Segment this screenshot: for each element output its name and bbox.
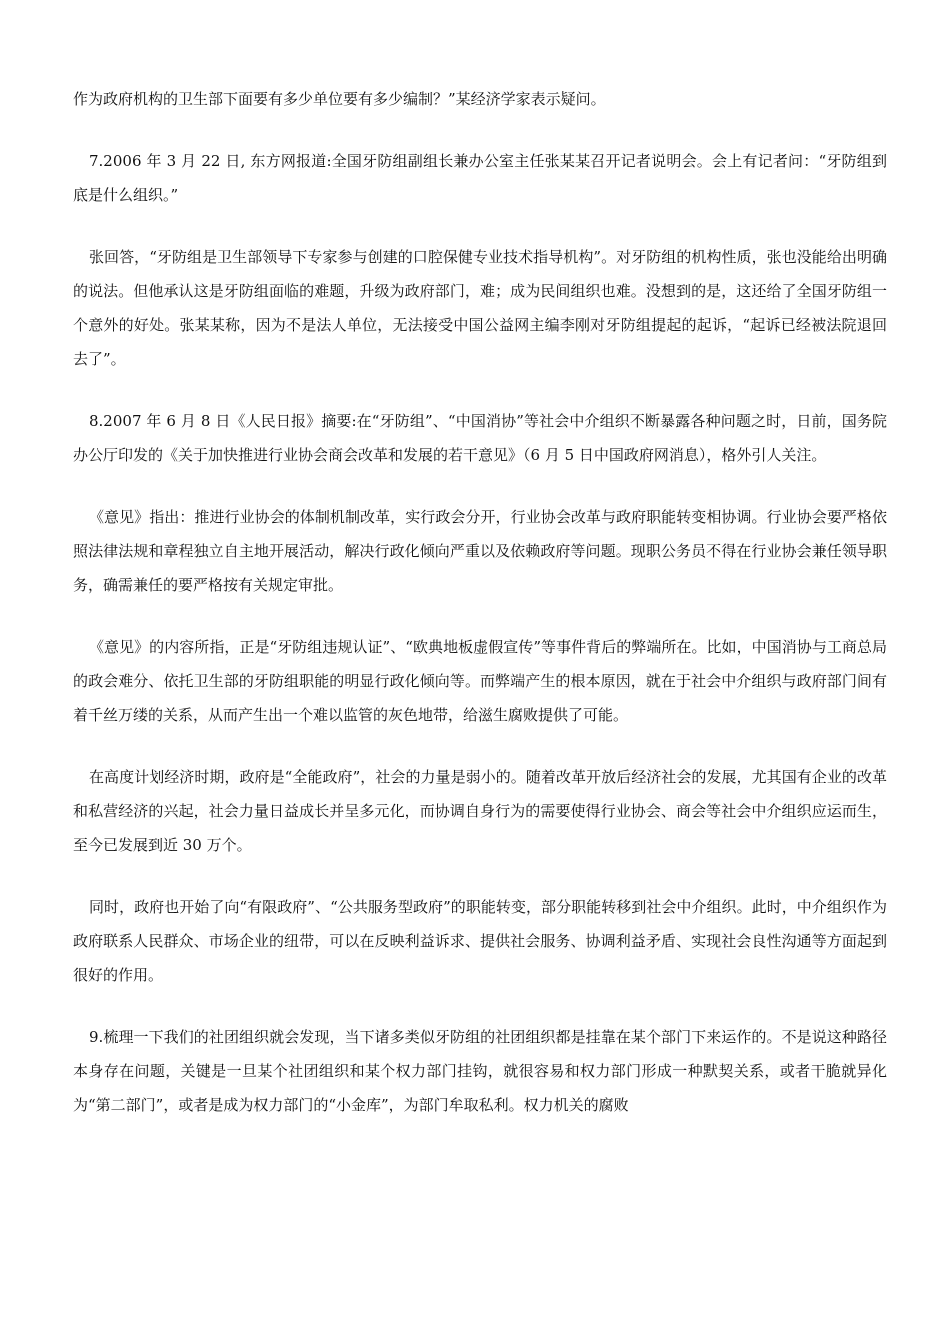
paragraph-8: 同时，政府也开始了向“有限政府”、“公共服务型政府”的职能转变，部分职能转移到社会中介组织。此时，中介组织作为政府联系人民群众、市场企业的纽带，可以在反映利益诉求、提供社会服务、协调利益矛盾、实现社会良性沟通等方面起到很好的作用。 [73, 898, 887, 984]
paragraph-gap [73, 862, 887, 890]
paragraph-6: 《意见》的内容所指，正是“牙防组违规认证”、“欧典地板虚假宣传”等事件背后的弊端所在。比如，中国消协与工商总局的政会难分、依托卫生部的牙防组职能的明显行政化倾向等。而弊端产生的根本原因，就在于社会中介组织与政府部门间有着千丝万缕的关系，从而产生出一个难以监管的灰色地带，给滋生腐败提供了可能。 [73, 638, 887, 724]
paragraph-gap [73, 992, 887, 1020]
paragraph-5: 《意见》指出：推进行业协会的体制机制改革，实行政会分开，行业协会改革与政府职能转变相协调。行业协会要严格依照法律法规和章程独立自主地开展活动，解决行政化倾向严重以及依赖政府等问题。现职公务员不得在行业协会兼任领导职务，确需兼任的要严格按有关规定审批。 [73, 508, 887, 594]
paragraph-2: 7.2006 年 3 月 22 日, 东方网报道:全国牙防组副组长兼办公室主任张某某召开记者说明会。会上有记者问：“牙防组到底是什么组织。” [73, 152, 887, 204]
document-page [73, 82, 887, 1122]
paragraph-gap [73, 732, 887, 760]
paragraph-gap [73, 116, 887, 144]
paragraph-gap [73, 212, 887, 240]
paragraph-gap [73, 376, 887, 404]
paragraph-9: 9.梳理一下我们的社团组织就会发现，当下诸多类似牙防组的社团组织都是挂靠在某个部门下来运作的。不是说这种路径本身存在问题，关键是一旦某个社团组织和某个权力部门挂钩，就很容易和权力部门形成一种默契关系，或者干脆就异化为“第二部门”，或者是成为权力部门的“小金库”，为部门牟取私利。权力机关的腐败 [73, 1028, 887, 1114]
paragraph-gap [73, 602, 887, 630]
paragraph-4: 8.2007 年 6 月 8 日《人民日报》摘要:在“牙防组”、“中国消协”等社会中介组织不断暴露各种问题之时，日前，国务院办公厅印发的《关于加快推进行业协会商会改革和发展的若干意见》（6 月 5 日中国政府网消息），格外引人关注。 [73, 412, 887, 464]
paragraph-gap [73, 472, 887, 500]
paragraph-1: 作为政府机构的卫生部下面要有多少单位要有多少编制？”某经济学家表示疑问。 [73, 90, 606, 108]
paragraph-7: 在高度计划经济时期，政府是“全能政府”，社会的力量是弱小的。随着改革开放后经济社会的发展，尤其国有企业的改革和私营经济的兴起，社会力量日益成长并呈多元化，而协调自身行为的需要使得行业协会、商会等社会中介组织应运而生，至今已发展到近 30 万个。 [73, 768, 887, 854]
paragraph-3: 张回答，“牙防组是卫生部领导下专家参与创建的口腔保健专业技术指导机构”。对牙防组的机构性质，张也没能给出明确的说法。但他承认这是牙防组面临的难题，升级为政府部门，难；成为民间组织也难。没想到的是，这还给了全国牙防组一个意外的好处。张某某称，因为不是法人单位，无法接受中国公益网主编李刚对牙防组提起的起诉，“起诉已经被法院退回去了”。 [73, 248, 887, 368]
